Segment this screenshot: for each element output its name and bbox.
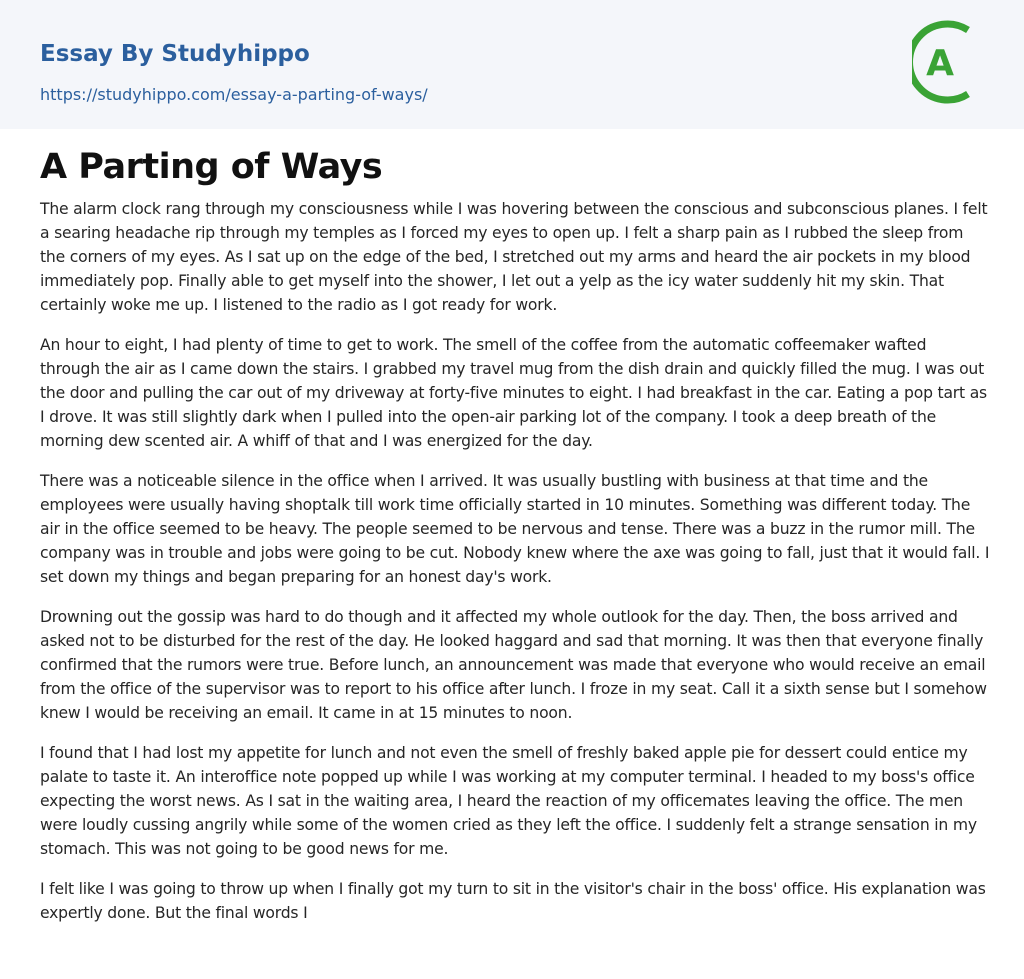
essay-content [40, 143, 990, 941]
essay-paragraph-4: Drowning out the gossip was hard to do though and it affected my whole outlook for the day. Then, the boss arrived and asked not to be disturbed for the rest of the day. He looked haggard and sad that morning. It was then that everyone finally confirmed that the rumors were true. Before lunch, an announcement was made that everyone who would receive an email from the office of the supervisor was to report to his office after lunch. I froze in my seat. Call it a sixth sense but I somehow knew I would be receiving an email. It came in at 15 minutes to noon. [40, 608, 987, 722]
logo-letter: A [926, 43, 954, 84]
essay-paragraph-2: An hour to eight, I had plenty of time to get to work. The smell of the coffee from the automatic coffeemaker wafted through the air as I came down the stairs. I grabbed my travel mug from the dish drain and quickly filled the mug. I was out the door and pulling the car out of my driveway at forty-five minutes to eight. I had breakfast in the car. Eating a pop tart as I drove. It was still slightly dark when I pulled into the open-air parking lot of the company. I took a deep breath of the morning dew scented air. A whiff of that and I was energized for the day. [40, 336, 987, 450]
site-header [0, 0, 1024, 129]
essay-paragraph-3: There was a noticeable silence in the office when I arrived. It was usually bustling with business at that time and the employees were usually having shoptalk till work time officially started in 10 minutes. Something was different today. The air in the office seemed to be heavy. The people seemed to be nervous and tense. There was a buzz in the rumor mill. The company was in trouble and jobs were going to be cut. Nobody knew where the axe was going to fall, just that it would fall. I set down my things and began preparing for an honest day's work. [40, 472, 990, 586]
essay-paragraph-5: I found that I had lost my appetite for lunch and not even the smell of freshly baked apple pie for dessert could entice my palate to taste it. An interoffice note popped up while I was working at my computer terminal. I headed to my boss's office expecting the worst news. As I sat in the waiting area, I heard the reaction of my officemates leaving the office. The men were loudly cussing angrily while some of the women cried as they left the office. I suddenly felt a strange sensation in my stomach. This was not going to be good news for me. [40, 744, 977, 858]
essay-url-link[interactable]: https://studyhippo.com/essay-a-parting-of-ways/ [40, 85, 428, 104]
site-title[interactable]: Essay By Studyhippo [40, 41, 310, 67]
essay-title: A Parting of Ways [40, 147, 383, 187]
essay-paragraph-6: I felt like I was going to throw up when I finally got my turn to sit in the visitor's chair in the boss' office. His explanation was expertly done. But the final words I [40, 880, 986, 922]
studyhippo-logo-icon[interactable] [912, 18, 986, 106]
essay-paragraph-1: The alarm clock rang through my consciousness while I was hovering between the conscious and subconscious planes. I felt a searing headache rip through my temples as I forced my eyes to open up. I felt a sharp pain as I rubbed the sleep from the corners of my eyes. As I sat up on the edge of the bed, I stretched out my arms and heard the air pockets in my blood immediately pop. Finally able to get myself into the shower, I let out a yelp as the icy water suddenly hit my skin. That certainly woke me up. I listened to the radio as I got ready for work. [40, 200, 988, 314]
